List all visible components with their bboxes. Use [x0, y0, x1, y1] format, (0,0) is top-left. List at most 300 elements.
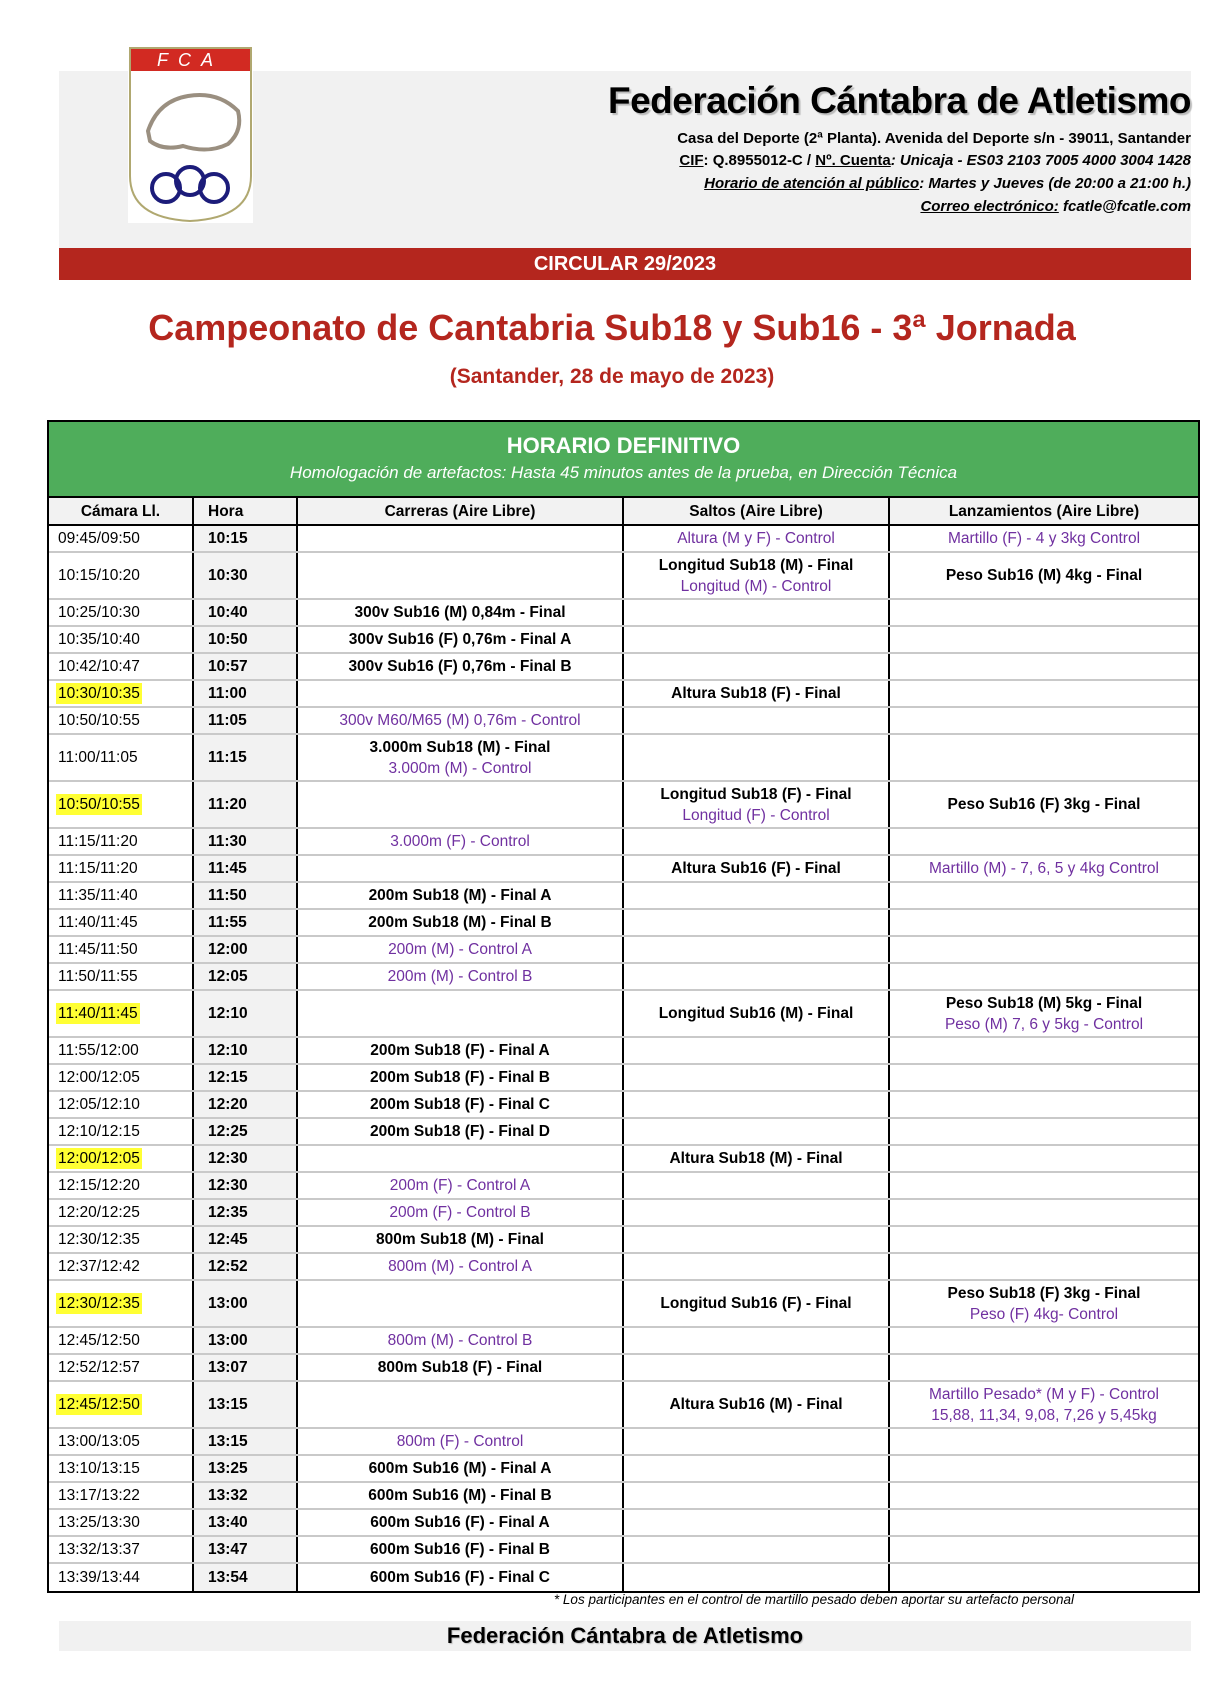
cell-camara [49, 937, 194, 962]
cell-camara [49, 654, 194, 679]
cell-saltos [624, 1254, 890, 1279]
cell-lanzamientos [890, 1119, 1198, 1144]
event-final: 600m Sub16 (F) - Final A [370, 1514, 550, 1531]
table-row [49, 1146, 1198, 1173]
event-control: Longitud (M) - Control [680, 577, 832, 595]
cell-carreras [298, 1281, 624, 1326]
cell-carreras [298, 1537, 624, 1562]
table-row [49, 1456, 1198, 1483]
cell-saltos [624, 910, 890, 935]
event-final: Peso Sub16 (F) 3kg - Final [947, 796, 1141, 813]
camara-time: 11:50/11:55 [58, 968, 138, 985]
cell-lanzamientos [890, 856, 1198, 881]
hours-label: Horario de atención al público [704, 175, 920, 192]
camara-time: 12:37/12:42 [58, 1258, 140, 1275]
camara-time: 11:15/11:20 [58, 860, 138, 877]
federation-title: Federación Cántabra de Atletismo [608, 80, 1191, 121]
cell-saltos [624, 1092, 890, 1117]
event-control: 3.000m (F) - Control [390, 833, 530, 850]
event-final: 200m Sub18 (M) - Final A [368, 887, 552, 904]
cell-camara [49, 1537, 194, 1562]
camara-time: 13:39/13:44 [58, 1569, 140, 1586]
table-heading [49, 422, 1198, 498]
camara-time: 11:45/11:50 [58, 941, 138, 958]
cell-camara [49, 1173, 194, 1198]
event-final: 200m Sub18 (F) - Final D [369, 1123, 550, 1140]
page-title: Campeonato de Cantabria Sub18 y Sub16 - 3ª Jornada [148, 307, 1076, 348]
cell-saltos [624, 1355, 890, 1380]
table-row [49, 1328, 1198, 1355]
cell-lanzamientos [890, 883, 1198, 908]
cell-carreras [298, 1564, 624, 1591]
cell-carreras [298, 735, 624, 780]
camara-time: 13:32/13:37 [58, 1541, 140, 1558]
cell-carreras [298, 782, 624, 827]
event-final: Longitud Sub18 (M) - Final [658, 556, 854, 574]
cell-camara [49, 1065, 194, 1090]
camara-time: 10:35/10:40 [58, 631, 140, 648]
cell-camara [49, 1328, 194, 1353]
table-row [49, 910, 1198, 937]
cell-hora: 11:30 [194, 829, 298, 854]
hours-line [704, 175, 1191, 192]
camara-time: 10:50/10:55 [58, 712, 140, 729]
cell-carreras [298, 1355, 624, 1380]
camara-time: 12:45/12:50 [58, 1332, 140, 1349]
cell-saltos [624, 1173, 890, 1198]
event-control: Martillo Pesado* (M y F) - Control [929, 1385, 1159, 1403]
cell-camara [49, 782, 194, 827]
cell-carreras [298, 1456, 624, 1481]
cell-camara [49, 1483, 194, 1508]
cell-lanzamientos [890, 1065, 1198, 1090]
cell-lanzamientos [890, 1281, 1198, 1326]
event-final: Longitud Sub16 (M) - Final [658, 1005, 854, 1022]
event-control: Peso (M) 7, 6 y 5kg - Control [944, 1015, 1144, 1033]
cell-camara [49, 1038, 194, 1063]
table-row [49, 526, 1198, 553]
table-header-row [49, 498, 1198, 526]
cell-carreras [298, 1328, 624, 1353]
event-final: Altura Sub16 (F) - Final [671, 860, 841, 877]
cell-hora: 13:25 [194, 1456, 298, 1481]
table-row [49, 1254, 1198, 1281]
col-header-lanzamientos: Lanzamientos (Aire Libre) [948, 502, 1140, 520]
camara-time: 13:10/13:15 [58, 1460, 140, 1477]
cell-hora: 11:05 [194, 708, 298, 733]
event-final: Longitud Sub18 (F) - Final [660, 785, 852, 803]
cell-hora: 10:40 [194, 600, 298, 625]
event-control: 800m (M) - Control B [387, 1332, 533, 1349]
cell-lanzamientos [890, 782, 1198, 827]
cell-saltos [624, 1038, 890, 1063]
cell-lanzamientos [890, 1254, 1198, 1279]
table-row [49, 829, 1198, 856]
cell-carreras [298, 1382, 624, 1427]
event-final: 600m Sub16 (F) - Final C [369, 1569, 550, 1586]
table-row [49, 1092, 1198, 1119]
email-value[interactable]: fcatle@fcatle.com [1058, 198, 1191, 215]
cell-hora: 13:32 [194, 1483, 298, 1508]
table-row [49, 1382, 1198, 1429]
cell-camara [49, 856, 194, 881]
cell-saltos [624, 829, 890, 854]
cell-hora: 13:15 [194, 1382, 298, 1427]
table-row [49, 1119, 1198, 1146]
cell-hora: 10:50 [194, 627, 298, 652]
cell-lanzamientos [890, 991, 1198, 1036]
cell-camara [49, 1200, 194, 1225]
cell-lanzamientos [890, 1537, 1198, 1562]
table-row [49, 735, 1198, 782]
event-control: Peso (F) 4kg- Control [969, 1305, 1119, 1323]
cell-camara [49, 1146, 194, 1171]
cell-hora: 13:00 [194, 1281, 298, 1326]
cell-camara [49, 681, 194, 706]
cell-carreras [298, 654, 624, 679]
cell-carreras [298, 829, 624, 854]
cell-hora: 13:54 [194, 1564, 298, 1591]
camara-time: 12:10/12:15 [58, 1123, 140, 1140]
camara-time: 12:20/12:25 [58, 1204, 140, 1221]
event-final: 200m Sub18 (F) - Final B [369, 1069, 550, 1086]
cell-lanzamientos [890, 1510, 1198, 1535]
cell-carreras [298, 856, 624, 881]
table-row [49, 991, 1198, 1038]
cell-lanzamientos [890, 964, 1198, 989]
table-row [49, 1281, 1198, 1328]
cell-carreras [298, 526, 624, 551]
hours-value: : Martes y Jueves (de 20:00 a 21:00 h.) [919, 175, 1191, 192]
cell-camara [49, 526, 194, 551]
cell-carreras [298, 991, 624, 1036]
cell-carreras [298, 627, 624, 652]
table-row [49, 1510, 1198, 1537]
table-row [49, 782, 1198, 829]
cell-hora: 12:25 [194, 1119, 298, 1144]
event-final: 800m Sub18 (F) - Final [377, 1359, 543, 1376]
cell-hora: 13:00 [194, 1328, 298, 1353]
fca-logo [128, 46, 253, 223]
camara-time: 12:15/12:20 [58, 1177, 140, 1194]
event-final: 200m Sub18 (M) - Final B [368, 914, 552, 931]
schedule-table [47, 420, 1200, 1593]
camara-time: 12:05/12:10 [58, 1096, 140, 1113]
cell-camara [49, 553, 194, 598]
camara-time: 11:00/11:05 [58, 749, 138, 766]
event-final: 600m Sub16 (M) - Final B [368, 1487, 552, 1504]
cell-saltos [624, 782, 890, 827]
cell-saltos [624, 1328, 890, 1353]
event-control: 3.000m (M) - Control [388, 759, 532, 777]
cell-lanzamientos [890, 708, 1198, 733]
table-row [49, 856, 1198, 883]
cell-saltos [624, 735, 890, 780]
cell-saltos [624, 991, 890, 1036]
camara-time: 12:45/12:50 [58, 1396, 140, 1413]
table-row [49, 1227, 1198, 1254]
cell-camara [49, 1227, 194, 1252]
event-final: 300v Sub16 (F) 0,76m - Final B [348, 658, 572, 675]
page-subtitle: (Santander, 28 de mayo de 2023) [449, 365, 775, 388]
cell-camara [49, 883, 194, 908]
event-final: 300v Sub16 (F) 0,76m - Final A [348, 631, 572, 648]
event-final: 800m Sub18 (M) - Final [376, 1231, 544, 1248]
table-row [49, 1038, 1198, 1065]
table-row [49, 1483, 1198, 1510]
event-final: 200m Sub18 (F) - Final C [369, 1096, 550, 1113]
cell-camara [49, 1119, 194, 1144]
cif-line [679, 152, 1191, 169]
camara-time: 11:40/11:45 [58, 914, 138, 931]
cell-hora: 12:00 [194, 937, 298, 962]
cell-hora: 10:15 [194, 526, 298, 551]
cell-camara [49, 1092, 194, 1117]
cell-hora: 11:15 [194, 735, 298, 780]
cell-hora: 11:55 [194, 910, 298, 935]
cell-lanzamientos [890, 1382, 1198, 1427]
table-row [49, 964, 1198, 991]
event-control: Altura (M y F) - Control [677, 530, 835, 547]
cell-hora: 12:35 [194, 1200, 298, 1225]
cell-carreras [298, 1038, 624, 1063]
event-control: 200m (F) - Control A [389, 1177, 531, 1194]
cif-label: CIF [679, 152, 704, 169]
cell-carreras [298, 1483, 624, 1508]
cell-lanzamientos [890, 1146, 1198, 1171]
cell-lanzamientos [890, 910, 1198, 935]
cell-saltos [624, 1382, 890, 1427]
table-body [49, 526, 1198, 1591]
cell-lanzamientos [890, 600, 1198, 625]
event-final: 300v Sub16 (M) 0,84m - Final [354, 604, 566, 621]
cell-saltos [624, 654, 890, 679]
camara-time: 13:25/13:30 [58, 1514, 140, 1531]
table-row [49, 1564, 1198, 1591]
cell-carreras [298, 1254, 624, 1279]
cell-carreras [298, 883, 624, 908]
cell-saltos [624, 1119, 890, 1144]
cell-lanzamientos [890, 1483, 1198, 1508]
cell-lanzamientos [890, 526, 1198, 551]
cell-carreras [298, 1429, 624, 1454]
cell-saltos [624, 1483, 890, 1508]
cell-saltos [624, 937, 890, 962]
cell-saltos [624, 1510, 890, 1535]
event-control: Martillo (M) - 7, 6, 5 y 4kg Control [929, 860, 1159, 877]
email-label: Correo electrónico: [920, 198, 1059, 215]
email-line [920, 198, 1191, 215]
cell-carreras [298, 600, 624, 625]
cell-hora: 12:45 [194, 1227, 298, 1252]
cell-lanzamientos [890, 1429, 1198, 1454]
col-header-carreras: Carreras (Aire Libre) [298, 498, 624, 524]
event-control: 800m (F) - Control [396, 1433, 524, 1450]
event-final: Peso Sub18 (F) 3kg - Final [947, 1284, 1141, 1302]
table-title: HORARIO DEFINITIVO [506, 433, 741, 458]
table-row [49, 883, 1198, 910]
table-row [49, 681, 1198, 708]
cell-hora: 13:07 [194, 1355, 298, 1380]
event-control: 800m (M) - Control A [388, 1258, 532, 1275]
cell-hora: 10:57 [194, 654, 298, 679]
svg-text:FCA: FCA [157, 50, 223, 70]
event-final: 3.000m Sub18 (M) - Final [369, 738, 551, 756]
camara-time: 10:15/10:20 [58, 567, 140, 584]
cell-carreras [298, 1510, 624, 1535]
event-control: Longitud (F) - Control [682, 806, 830, 824]
cell-saltos [624, 708, 890, 733]
table-row [49, 1537, 1198, 1564]
event-final: 600m Sub16 (M) - Final A [368, 1460, 552, 1477]
cell-lanzamientos [890, 1038, 1198, 1063]
cell-saltos [624, 856, 890, 881]
cell-saltos [624, 600, 890, 625]
cell-hora: 11:20 [194, 782, 298, 827]
event-final: Longitud Sub16 (F) - Final [660, 1295, 852, 1312]
table-row [49, 937, 1198, 964]
account-value: : Unicaja - ES03 2103 7005 4000 3004 1428 [890, 152, 1191, 169]
cell-hora: 12:05 [194, 964, 298, 989]
cell-saltos [624, 964, 890, 989]
event-control: Martillo (F) - 4 y 3kg Control [947, 530, 1141, 547]
cell-lanzamientos [890, 1456, 1198, 1481]
table-row [49, 1065, 1198, 1092]
cell-hora: 13:40 [194, 1510, 298, 1535]
event-control: 200m (M) - Control A [388, 941, 532, 958]
table-row [49, 708, 1198, 735]
cell-camara [49, 964, 194, 989]
cell-saltos [624, 1200, 890, 1225]
event-control: 300v M60/M65 (M) 0,76m - Control [339, 712, 581, 729]
cell-hora: 12:30 [194, 1146, 298, 1171]
event-final: Altura Sub18 (F) - Final [671, 685, 841, 702]
event-final: 600m Sub16 (F) - Final B [369, 1541, 550, 1558]
cell-lanzamientos [890, 1227, 1198, 1252]
cell-carreras [298, 708, 624, 733]
cell-camara [49, 829, 194, 854]
event-final: Peso Sub16 (M) 4kg - Final [945, 567, 1143, 584]
cell-saltos [624, 627, 890, 652]
cell-lanzamientos [890, 1092, 1198, 1117]
camara-time: 11:35/11:40 [58, 887, 138, 904]
cell-lanzamientos [890, 1355, 1198, 1380]
cell-lanzamientos [890, 1200, 1198, 1225]
cell-carreras [298, 910, 624, 935]
cell-saltos [624, 1537, 890, 1562]
cell-hora: 11:50 [194, 883, 298, 908]
camara-time: 11:55/12:00 [58, 1042, 139, 1059]
event-final: Peso Sub18 (M) 5kg - Final [945, 994, 1143, 1012]
table-row [49, 553, 1198, 600]
cell-saltos [624, 1065, 890, 1090]
cell-camara [49, 1429, 194, 1454]
cell-carreras [298, 1092, 624, 1117]
cell-saltos [624, 1429, 890, 1454]
cell-camara [49, 1254, 194, 1279]
camara-time: 09:45/09:50 [58, 530, 140, 547]
camara-time: 12:52/12:57 [58, 1359, 140, 1376]
cell-saltos [624, 553, 890, 598]
address-line: Casa del Deporte (2ª Planta). Avenida del Deporte s/n - 39011, Santander [677, 130, 1191, 147]
cell-hora: 10:30 [194, 553, 298, 598]
cell-carreras [298, 681, 624, 706]
cell-camara [49, 627, 194, 652]
cell-saltos [624, 1227, 890, 1252]
col-header-hora: Hora [194, 498, 298, 524]
table-row [49, 1173, 1198, 1200]
table-row [49, 600, 1198, 627]
cell-lanzamientos [890, 681, 1198, 706]
col-header-camara: Cámara Ll. [49, 498, 194, 524]
cell-hora: 11:45 [194, 856, 298, 881]
cell-lanzamientos [890, 937, 1198, 962]
table-row [49, 1200, 1198, 1227]
cell-carreras [298, 1119, 624, 1144]
cell-camara [49, 1281, 194, 1326]
cell-hora: 11:00 [194, 681, 298, 706]
footnote: * Los participantes en el control de martillo pesado deben aportar su artefacto personal [553, 1592, 1074, 1607]
cell-camara [49, 1510, 194, 1535]
camara-time: 10:50/10:55 [58, 796, 140, 813]
event-final: Altura Sub18 (M) - Final [669, 1150, 843, 1167]
cell-camara [49, 735, 194, 780]
cell-lanzamientos [890, 654, 1198, 679]
table-row [49, 1355, 1198, 1382]
camara-time: 13:17/13:22 [58, 1487, 140, 1504]
cell-hora: 13:15 [194, 1429, 298, 1454]
event-control: 200m (M) - Control B [387, 968, 533, 985]
cell-carreras [298, 1146, 624, 1171]
cell-carreras [298, 937, 624, 962]
cell-hora: 12:52 [194, 1254, 298, 1279]
cell-carreras [298, 553, 624, 598]
cif-value: : Q.8955012-C / [703, 152, 816, 169]
cell-saltos [624, 1456, 890, 1481]
camara-time: 10:42/10:47 [58, 658, 140, 675]
table-row [49, 627, 1198, 654]
table-row [49, 654, 1198, 681]
cell-carreras [298, 1200, 624, 1225]
cell-camara [49, 1382, 194, 1427]
cell-camara [49, 1355, 194, 1380]
cell-camara [49, 910, 194, 935]
account-label: Nº. Cuenta [815, 152, 891, 169]
cell-camara [49, 1564, 194, 1591]
cell-camara [49, 1456, 194, 1481]
camara-time: 12:00/12:05 [58, 1069, 140, 1086]
cell-lanzamientos [890, 1564, 1198, 1591]
cell-carreras [298, 1173, 624, 1198]
cell-hora: 12:30 [194, 1173, 298, 1198]
cell-saltos [624, 1146, 890, 1171]
cell-saltos [624, 526, 890, 551]
cell-lanzamientos [890, 735, 1198, 780]
cell-lanzamientos [890, 1173, 1198, 1198]
event-control: 200m (F) - Control B [389, 1204, 531, 1221]
cell-saltos [624, 883, 890, 908]
cell-hora: 12:10 [194, 1038, 298, 1063]
event-control: 15,88, 11,34, 9,08, 7,26 y 5,45kg [931, 1406, 1157, 1424]
cell-camara [49, 708, 194, 733]
footer: Federación Cántabra de Atletismo [59, 1621, 1191, 1651]
table-row [49, 1429, 1198, 1456]
cell-lanzamientos [890, 829, 1198, 854]
cell-lanzamientos [890, 553, 1198, 598]
cell-hora: 12:10 [194, 991, 298, 1036]
camara-time: 10:30/10:35 [58, 685, 140, 702]
table-note: Homologación de artefactos: Hasta 45 minutos antes de la prueba, en Dirección Técnica [289, 463, 958, 482]
